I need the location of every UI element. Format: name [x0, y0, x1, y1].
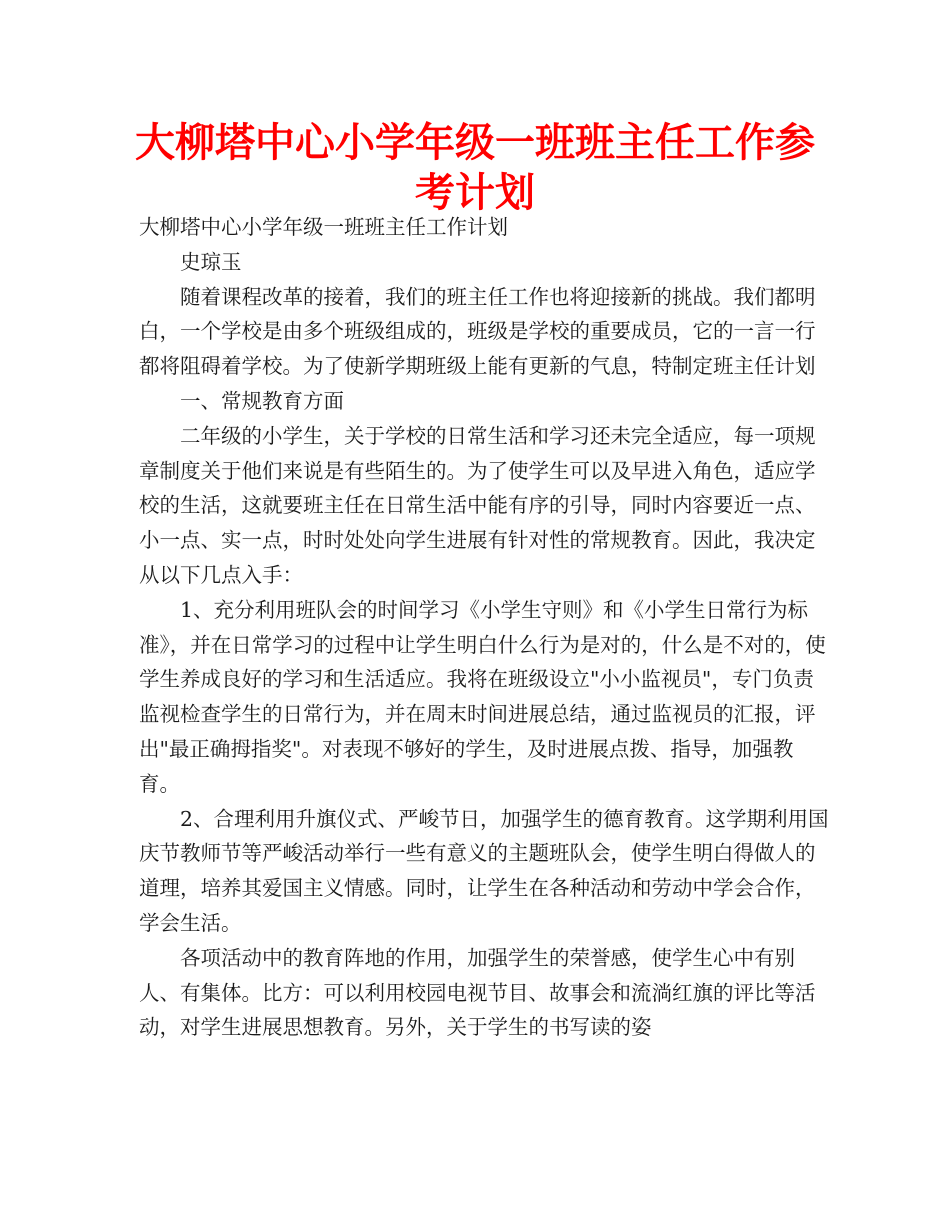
paragraph: 随着课程改革的接着，我们的班主任工作也将迎接新的挑战。我们都明白，一个学校是由多个班级组成的，班级是学校的重要成员，它的一言一行都将阻碍着学校。为了使新学期班级上能有更新的气息，特制定班主任计划 — [139, 284, 816, 379]
paragraph: 2、合理利用升旗仪式、严峻节日，加强学生的德育教育。这学期利用国庆节教师节等严峻活动举行一些有意义的主题班队会，使学生明白得做人的道理，培养其爱国主义情感。同时，让学生在各种活动和劳动中学会合作，学会生活。 — [139, 806, 829, 935]
paragraph: 二年级的小学生，关于学校的日常生活和学习还未完全适应，每一项规章制度关于他们来说是有些陌生的。为了使学生可以及早进入角色，适应学校的生活，这就要班主任在日常生活中能有序的引导，同时内容要近一点、小一点、实一点，时时处处向学生进展有针对性的常规教育。因此，我决定从以下几点入手： — [139, 423, 816, 587]
document-title: 大柳塔中心小学年级一班班主任工作参考计划 — [135, 120, 815, 216]
paragraph: 1、充分利用班队会的时间学习《小学生守则》和《小学生日常行为标准》，并在日常学习的过程中让学生明白什么行为是对的，什么是不对的，使学生养成良好的学习和生活适应。我将在班级设立"小小监视员"，专门负责监视检查学生的日常行为，并在周末时间进展总结，通过监视员的汇报，评出"最正确拇指奖"。对表现不够好的学生，及时进展点拨、指导，加强教育。 — [139, 597, 826, 796]
section-heading: 一、常规教育方面 — [180, 388, 344, 413]
paragraph: 各项活动中的教育阵地的作用，加强学生的荣誉感，使学生心中有别人、有集体。比方：可以利用校园电视节目、故事会和流淌红旗的评比等活动，对学生进展思想教育。另外，关于学生的书写读的姿 — [139, 945, 816, 1040]
document-subtitle: 大柳塔中心小学年级一班班主任工作计划 — [139, 215, 508, 239]
document-body — [139, 210, 829, 1045]
document-author: 史琼玉 — [180, 249, 242, 274]
